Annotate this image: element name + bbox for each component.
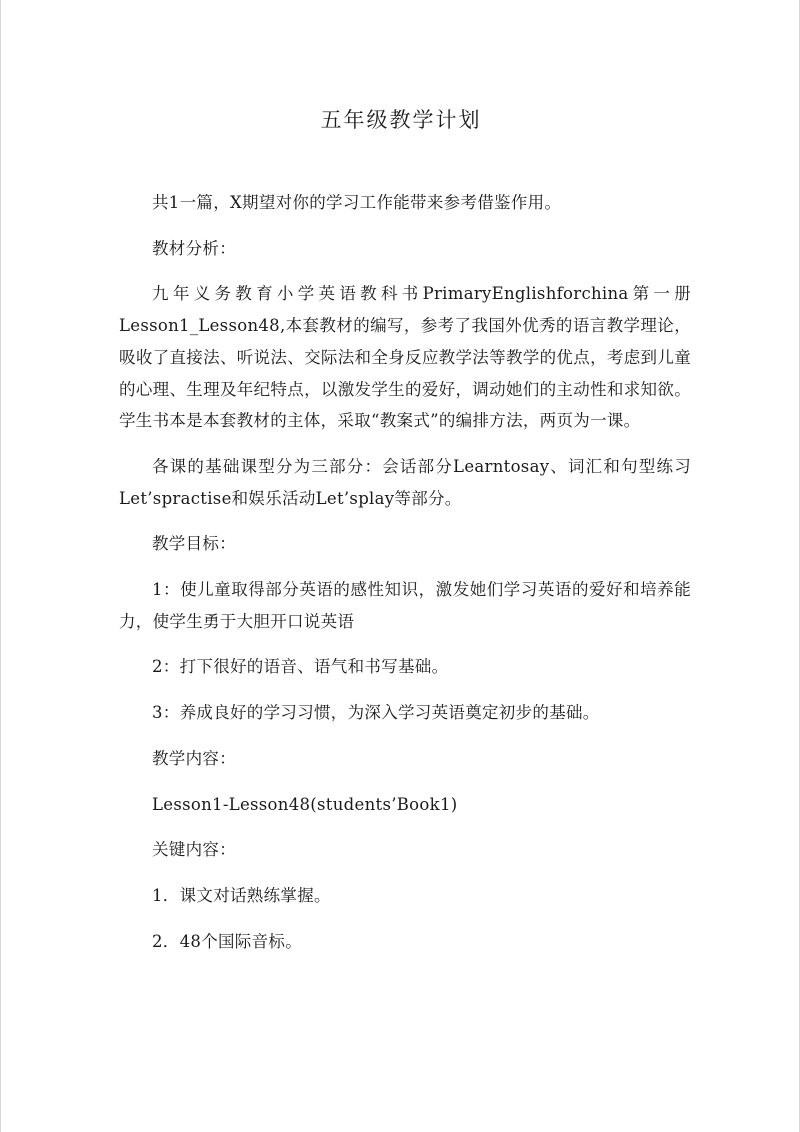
key-content-item-1: 1．课文对话熟练掌握。 (152, 885, 331, 905)
teaching-content-range: Lesson1-Lesson48(students’Book1) (152, 794, 458, 814)
section-heading-textbook-analysis: 教材分析： (152, 238, 236, 258)
key-content-item-2: 2．48个国际音标。 (152, 931, 302, 951)
document-body (119, 187, 691, 971)
section-heading-teaching-goals: 教学目标： (152, 534, 236, 554)
textbook-description-paragraph: 九年义务教育小学英语教科书PrimaryEnglishforchina第一册Lesson1_Lesson48,本套教材的编写，参考了我国外优秀的语言教学理论，吸收了直接法、听说法、交际法和全身反应教学法等教学的优点，考虑到儿童的心理、生理及年纪特点，以激发学生的爱好，调动她们的主动性和求知欲。学生书本是本套教材的主体，采取“教案式”的编排方法，两页为一课。 (119, 284, 691, 431)
intro-paragraph: 共1一篇，X期望对你的学习工作能带来参考借鉴作用。 (152, 193, 562, 212)
goal-item-2: 2：打下很好的语音、语气和书写基础。 (152, 657, 449, 677)
section-heading-key-content: 关键内容： (152, 840, 236, 860)
document-title: 五年级教学计划 (320, 108, 482, 132)
section-heading-teaching-content: 教学内容： (152, 748, 236, 768)
goal-item-1: 1：使儿童取得部分英语的感性知识，激发她们学习英语的爱好和培养能力，使学生勇于大胆开口说英语 (119, 580, 691, 631)
lesson-structure-paragraph: 各课的基础课型分为三部分：会话部分Learntosay、词汇和句型练习Let’spractise和娱乐活动Let’splay等部分。 (119, 456, 691, 508)
goal-item-3: 3：养成良好的学习习惯，为深入学习英语奠定初步的基础。 (152, 703, 600, 723)
